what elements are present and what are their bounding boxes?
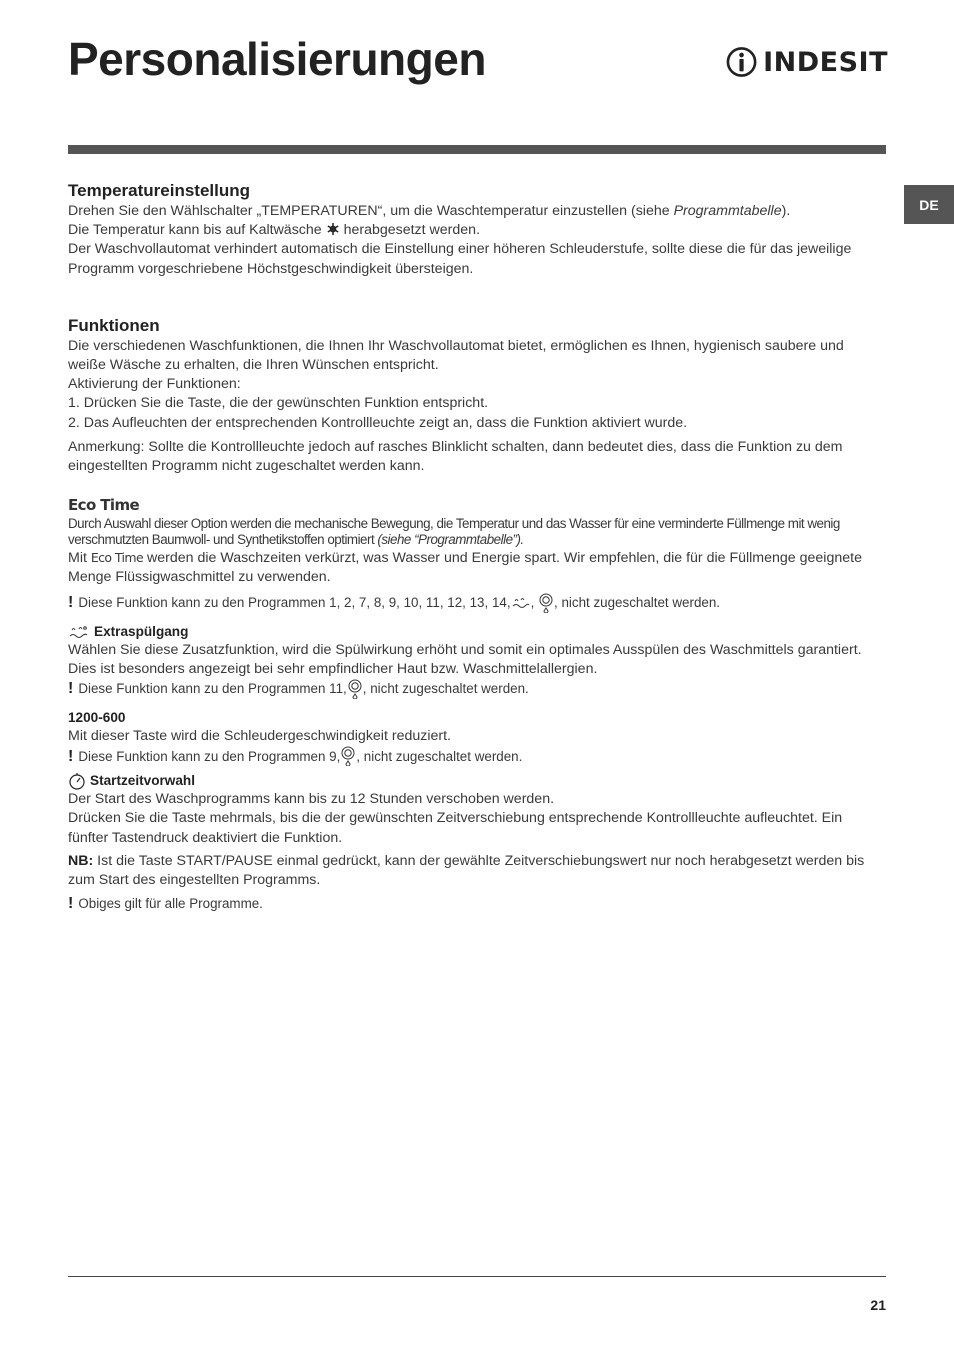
spin-drain-icon: [538, 593, 554, 613]
temperature-heading: Temperatureinstellung: [68, 181, 250, 200]
extra-rinse-description: Wählen Sie diese Zusatzfunktion, wird die Spülwirkung erhöht und somit ein optimales Ausspülen des Waschmittels garantiert. Dies ist besonders angezeigt bei sehr empfindlicher Haut bzw. Waschmittelallergien.: [68, 641, 862, 677]
spin-drain-icon: [347, 679, 363, 699]
brand-logo: [726, 40, 888, 84]
temperature-text-3: Der Waschvollautomat verhindert automatisch die Einstellung einer höheren Schleuderstufe, sollte diese die für das jeweilige Programm vorgeschriebene Höchstgeschwindigkeit übersteigen.: [68, 241, 852, 277]
temperature-text-2: Die Temperatur kann bis auf Kaltwäsche herabgesetzt werden.: [68, 222, 481, 239]
functions-activation: Aktivierung der Funktionen:: [68, 376, 241, 393]
delay-start-description-2: Drücken Sie die Taste mehrmals, bis die der gewünschten Zeitverschiebung entsprechende Kontrollleuchte aufleuchtet. Ein fünfter Tastendruck deaktiviert die Funktion.: [68, 810, 843, 846]
page-content: [68, 180, 880, 913]
ecotime-heading: Eco Time: [68, 496, 140, 515]
ecotime-note: ! Diese Funktion kann zu den Programmen 1, 2, 7, 8, 9, 10, 11, 12, 13, 14, , , nicht zugeschaltet werden.: [68, 594, 721, 612]
warning-mark: !: [68, 895, 74, 913]
extra-rinse-note: ! Diese Funktion kann zu den Programmen 11, , nicht zugeschaltet werden.: [68, 680, 529, 698]
header-bar: [68, 145, 886, 154]
spin-description: Mit dieser Taste wird die Schleudergeschwindigkeit reduziert.: [68, 728, 451, 745]
rinse-icon: [68, 624, 90, 640]
functions-heading: Funktionen: [68, 315, 160, 335]
functions-step-2: 2. Das Aufleuchten der entsprechenden Kontrollleuchte zeigt an, dass die Funktion aktiviert wurde.: [68, 414, 688, 431]
extra-rinse-section: [68, 623, 880, 699]
spin-note: ! Diese Funktion kann zu den Programmen 9, , nicht zugeschaltet werden.: [68, 747, 523, 765]
delay-start-description-1: Der Start des Waschprogramms kann bis zu 12 Stunden verschoben werden.: [68, 791, 555, 808]
warning-mark: !: [68, 680, 74, 698]
delay-start-heading: Startzeitvorwahl: [68, 772, 880, 790]
temperature-text-1: Drehen Sie den Wählschalter „TEMPERATUREN“, um die Waschtemperatur einzustellen (siehe Programmtabelle).: [68, 203, 791, 219]
ecotime-section: [68, 496, 880, 612]
indesit-logo-icon: [726, 41, 757, 83]
functions-section: [68, 315, 880, 476]
functions-remark: Anmerkung: Sollte die Kontrollleuchte jedoch auf rasches Blinklicht schalten, dann bedeutet dies, dass die Funktion zu dem eingestellten Programm nicht zugeschaltet werden kann.: [68, 438, 843, 475]
brand-name: INDESIT: [763, 46, 888, 78]
warning-mark: !: [68, 594, 74, 612]
language-tab: DE: [904, 185, 954, 224]
delay-start-nb: NB: Ist die Taste START/PAUSE einmal gedrückt, kann der gewählte Zeitverschiebungswert nur noch herabgesetzt werden bis zum Start des eingestellten Programms.: [68, 852, 865, 889]
timer-icon: [68, 772, 86, 790]
snowflake-icon: [326, 222, 340, 236]
temperature-section: [68, 180, 880, 279]
functions-step-1: 1. Drücken Sie die Taste, die der gewünschten Funktion entspricht.: [68, 395, 489, 412]
extra-rinse-heading: Extraspülgang: [68, 623, 880, 641]
ecotime-benefit: Mit Eco Time werden die Waschzeiten verkürzt, was Wasser und Energie spart. Wir empfehlen, die für die Füllmenge geeignete Menge Flüssigwaschmittel zu verwenden.: [68, 550, 862, 586]
ecotime-description: Durch Auswahl dieser Option werden die mechanische Bewegung, die Temperatur und das Wasser für eine verminderte Füllmenge mit wenig verschmutzten Baumwoll- und Synthetikstoffen optimiert (siehe “Programmtabelle”).: [68, 516, 840, 548]
page-number: 21: [870, 1297, 886, 1313]
warning-mark: !: [68, 747, 74, 765]
footer-rule: [68, 1276, 886, 1277]
page-title: Personalisierungen: [68, 33, 486, 85]
spin-section: [68, 709, 880, 766]
delay-start-section: [68, 772, 880, 913]
spin-drain-icon: [340, 746, 356, 766]
functions-intro: Die verschiedenen Waschfunktionen, die Ihnen Ihr Waschvollautomat bietet, ermöglichen es Ihnen, hygienisch saubere und weiße Wäsche zu erhalten, die Ihren Wünschen entspricht.: [68, 337, 844, 374]
spin-heading: 1200-600: [68, 710, 126, 726]
delay-start-note: ! Obiges gilt für alle Programme.: [68, 895, 263, 913]
rinse-icon: [511, 595, 531, 611]
